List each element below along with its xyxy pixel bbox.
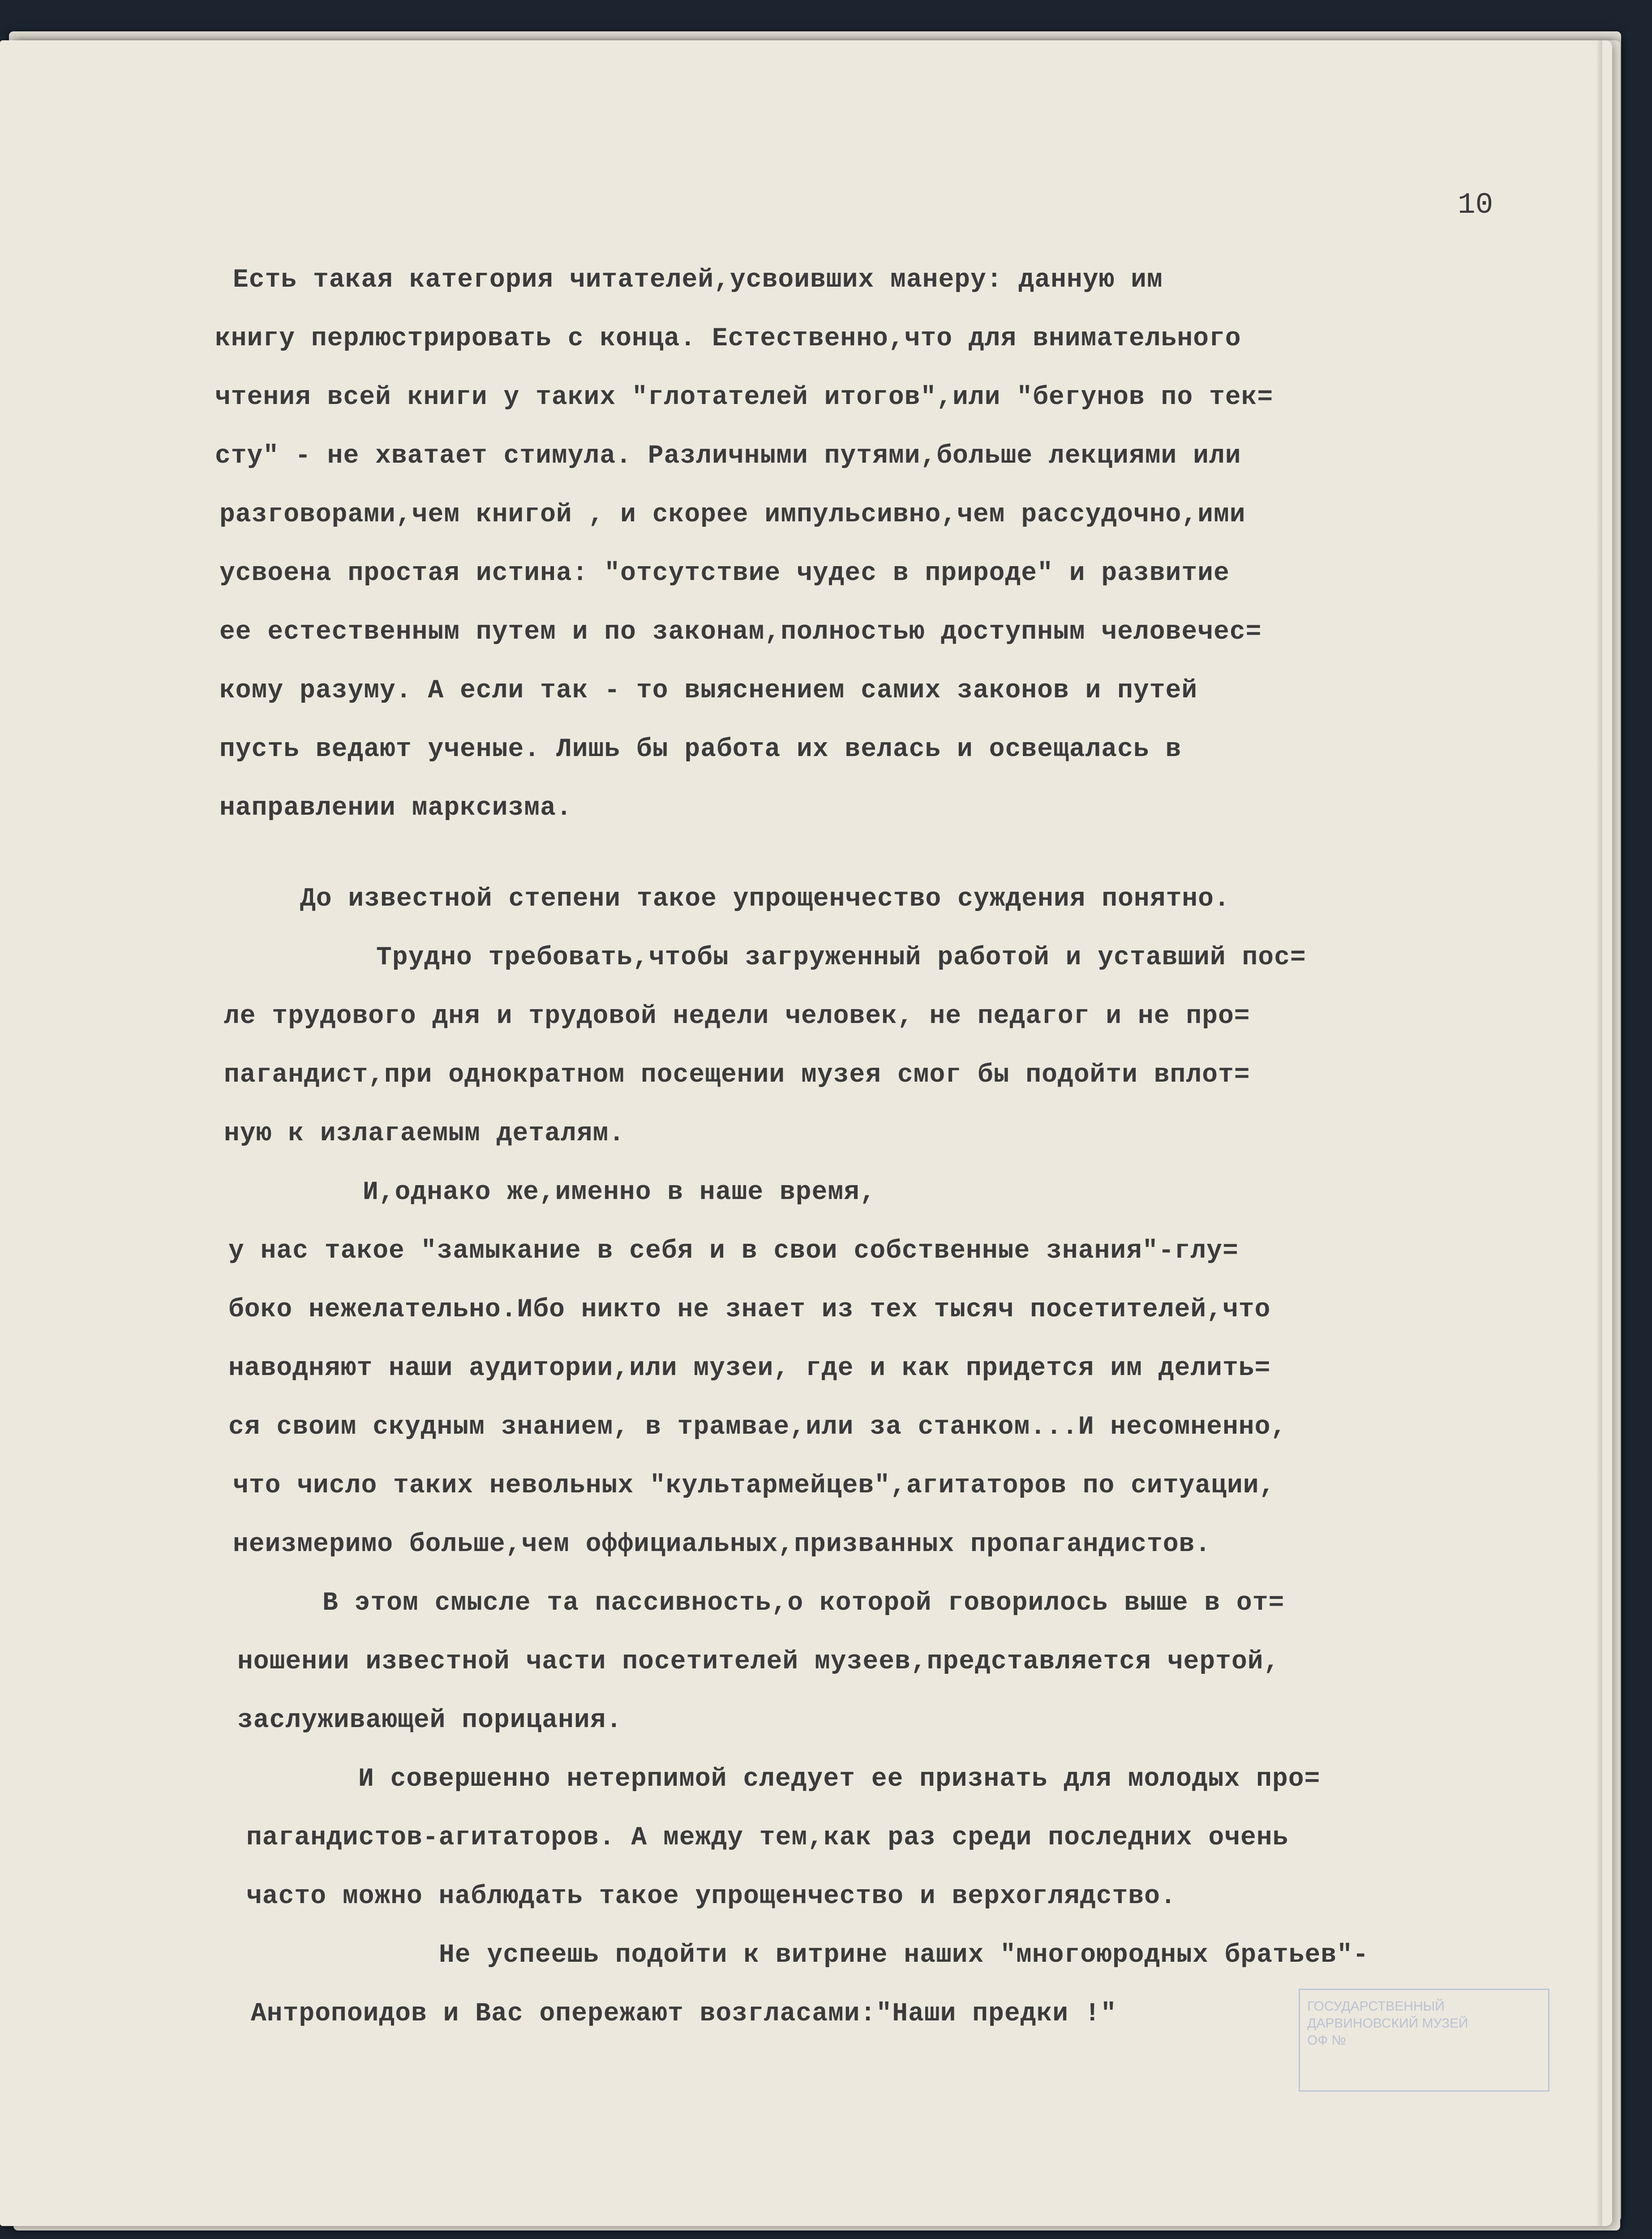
text-line: книгу перлюстрировать с конца. Естественно,что для внимательного	[215, 324, 1241, 353]
typed-text-body	[215, 251, 1576, 2043]
text-line: направлении марксизма.	[219, 794, 572, 823]
text-line: часто можно наблюдать такое упрощенчество и верхоглядство.	[246, 1882, 1176, 1911]
text-line: чтения всей книги у таких "глотателей итогов",или "бегунов по тек=	[215, 383, 1274, 412]
paragraph-gap	[233, 838, 1576, 870]
text-line: кому разуму. А если так - то выяснением самих законов и путей	[219, 676, 1198, 705]
text-line: разговорами,чем книгой , и скорее импульсивно,чем рассудочно,ими	[219, 500, 1246, 529]
text-line: пагандистов-агитаторов. А между тем,как раз среди последних очень	[246, 1823, 1289, 1852]
text-line: Есть такая категория читателей,усвоивших манеру: данную им	[233, 266, 1163, 295]
text-line: В этом смысле та пассивность,о которой говорилось выше в от=	[322, 1589, 1285, 1618]
museum-stamp	[1299, 1989, 1549, 2092]
text-line: ее естественным путем и по законам,полностью доступным человечес=	[219, 618, 1262, 647]
text-line: заслуживающей порицания.	[237, 1706, 622, 1735]
page-number: 10	[1458, 188, 1493, 222]
text-line: Не успеешь подойти к витрине наших "многоюродных братьев"-	[439, 1941, 1369, 1970]
text-line: ле трудового дня и трудовой недели человек, не педагог и не про=	[224, 1002, 1250, 1031]
document-page	[0, 40, 1612, 2226]
stamp-line: ГОСУДАРСТВЕННЫЙ	[1307, 1999, 1445, 2014]
text-line: наводняют наши аудитории,или музеи, где и как придется им делить=	[228, 1354, 1271, 1383]
text-line: Антропоидов и Вас опережают возгласами:"Наши предки !"	[251, 1999, 1117, 2028]
page-edge	[1597, 40, 1602, 2226]
stamp-line: ОФ №	[1307, 2033, 1346, 2048]
text-line: ся своим скудным знанием, в трамвае,или за станком...И несомненно,	[228, 1413, 1287, 1442]
text-line: До известной степени такое упрощенчество суждения понятно.	[300, 885, 1230, 914]
text-line: что число таких невольных "культармейцев",агитаторов по ситуации,	[233, 1471, 1275, 1500]
text-line: у нас такое "замыкание в себя и в свои собственные знания"-глу=	[228, 1237, 1239, 1266]
text-line: боко нежелательно.Ибо никто не знает из тех тысяч посетителей,что	[228, 1295, 1271, 1324]
text-line: ную к излагаемым деталям.	[224, 1119, 625, 1148]
text-line: ношении известной части посетителей музеев,представляется чертой,	[237, 1647, 1280, 1676]
text-line: Трудно требовать,чтобы загруженный работой и уставший пос=	[376, 943, 1306, 972]
text-line: И,однако же,именно в наше время,	[363, 1178, 876, 1207]
text-line: пагандист,при однократном посещении музея смог бы подойти вплот=	[224, 1061, 1250, 1090]
text-line: И совершенно нетерпимой следует ее признать для молодых про=	[358, 1765, 1321, 1794]
text-line: сту" - не хватает стимула. Различными путями,больше лекциями или	[215, 442, 1241, 471]
text-line: пусть ведают ученые. Лишь бы работа их велась и освещалась в	[219, 735, 1182, 764]
text-line: неизмеримо больше,чем оффициальных,призванных пропагандистов.	[233, 1530, 1211, 1559]
stamp-line: ДАРВИНОВСКИЙ МУЗЕЙ	[1307, 2016, 1468, 2031]
text-line: усвоена простая истина: "отсутствие чудес в природе" и развитие	[219, 559, 1230, 588]
